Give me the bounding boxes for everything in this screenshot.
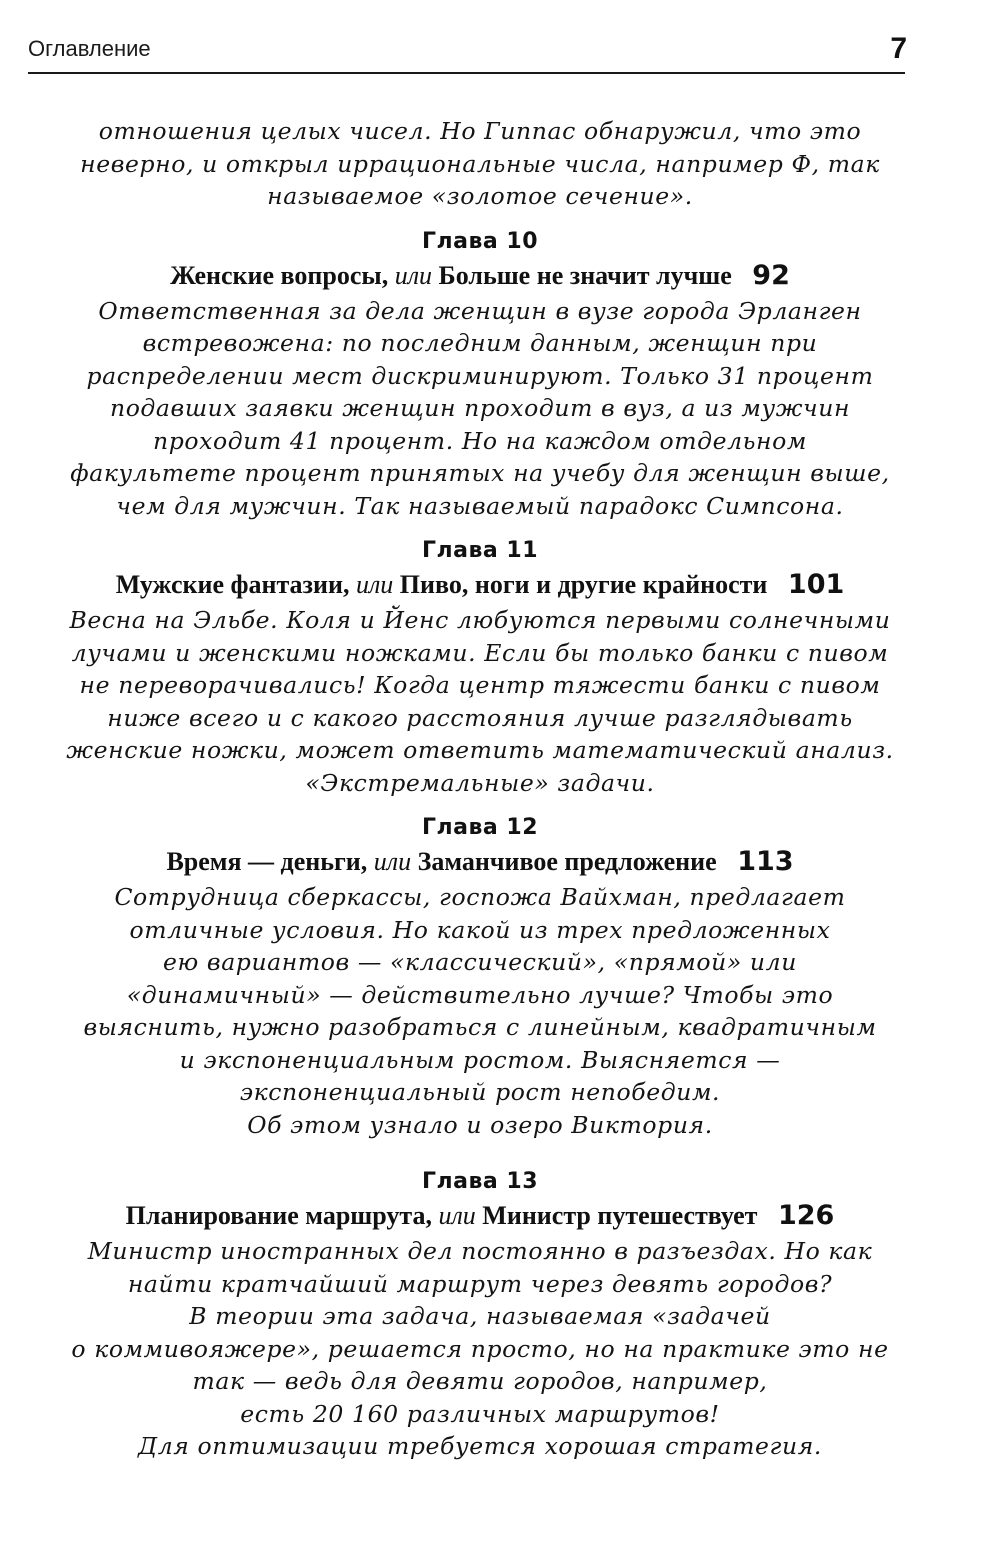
text-line: лучами и женскими ножками. Если бы только банки с пивом: [71, 638, 889, 667]
chapter-title-connector: или: [373, 847, 412, 876]
running-title: Оглавление: [28, 36, 151, 61]
chapter-entry-12: [30, 813, 930, 1141]
chapter-title: [30, 1199, 930, 1233]
text-line: о коммивояжере», решается просто, но на практике это не: [71, 1334, 889, 1363]
text-line: не переворачивались! Когда центр тяжести банки с пивом: [79, 671, 881, 699]
chapter-title-connector: или: [355, 570, 394, 599]
chapter-label: Глава 10: [421, 228, 539, 254]
text-line: подавших заявки женщин проходит в вуз, а из мужчин: [109, 394, 851, 422]
intro-continuation: [30, 115, 930, 213]
text-line: В теории эта задача, называемая «задачей: [189, 1302, 771, 1330]
text-line: женские ножки, может ответить математический анализ.: [66, 736, 894, 764]
chapter-page-ref: 101: [787, 569, 845, 600]
chapter-title-part: Пиво, ноги и другие крайности: [399, 570, 768, 599]
chapter-entry-10: [30, 227, 930, 523]
chapter-title-part: Время — деньги,: [166, 847, 368, 876]
text-line: выяснить, нужно разобраться с линейным, квадратичным: [83, 1013, 877, 1041]
text-line: Весна на Эльбе. Коля и Йенс любуются первыми солнечными: [69, 606, 891, 634]
chapter-page-ref: 126: [777, 1200, 835, 1231]
text-line: Об этом узнало и озеро Виктория.: [247, 1110, 713, 1139]
chapter-label: Глава 12: [421, 815, 539, 840]
text-line: есть 20 160 различных маршрутов!: [240, 1399, 720, 1428]
text-line: «динамичный» — действительно лучше? Чтобы это: [126, 980, 834, 1009]
chapter-entry-11: [30, 536, 930, 799]
chapter-title-part: Планирование маршрута,: [125, 1201, 432, 1230]
chapter-page-ref: 113: [737, 846, 794, 877]
chapter-summary: [30, 295, 930, 523]
text-line: отношения целых чисел. Но Гиппас обнаружил, что это: [98, 117, 862, 145]
text-line: неверно, и открыл иррациональные числа, например Ф, так: [80, 149, 880, 178]
chapter-entry-13: [30, 1167, 930, 1463]
text-line: Сотрудница сберкассы, госпожа Вайхман, предлагает: [114, 883, 846, 911]
text-line: найти кратчайший маршрут через девять городов?: [127, 1269, 833, 1298]
chapter-title-part: Женские вопросы,: [170, 260, 389, 290]
chapter-summary: [30, 604, 930, 799]
text-line: ею вариантов — «классический», «прямой» или: [163, 948, 797, 976]
chapter-title: [30, 845, 930, 879]
running-header: [28, 30, 905, 74]
text-line: встревожена: по последним данным, женщин при: [142, 329, 818, 357]
text-line: Для оптимизации требуется хорошая стратегия.: [138, 1432, 822, 1460]
chapter-page-ref: 92: [752, 259, 790, 291]
chapter-title-part: Мужские фантазии,: [115, 570, 350, 599]
chapter-title: [30, 568, 930, 602]
text-line: так — ведь для девяти городов, например,: [192, 1367, 768, 1395]
chapter-label: Глава 13: [421, 1169, 539, 1194]
text-line: Министр иностранных дел постоянно в разъездах. Но как: [87, 1237, 873, 1265]
text-line: и экспоненциальным ростом. Выясняется —: [179, 1045, 781, 1074]
chapter-title-part: Больше не значит лучше: [438, 260, 732, 290]
chapter-label: Глава 11: [421, 538, 539, 563]
text-line: называемое «золотое сечение».: [267, 182, 693, 210]
page-number: 7: [890, 32, 907, 65]
text-line: чем для мужчин. Так называемый парадокс Симпсона.: [116, 491, 844, 520]
chapter-title-connector: или: [394, 260, 433, 290]
chapter-title-part: Министр путешествует: [482, 1201, 758, 1230]
chapter-summary: [30, 881, 930, 1141]
chapter-title-connector: или: [438, 1201, 476, 1230]
text-line: «Экстремальные» задачи.: [305, 768, 655, 797]
text-line: ниже всего и с какого расстояния лучше разглядывать: [107, 703, 853, 732]
text-line: проходит 41 процент. Но на каждом отдельном: [153, 426, 807, 455]
chapter-summary: [30, 1235, 930, 1463]
chapter-title-part: Заманчивое предложение: [417, 847, 717, 876]
text-line: Ответственная за дела женщин в вузе города Эрланген: [98, 296, 862, 325]
text-line: факультете процент принятых на учебу для женщин выше,: [70, 459, 890, 487]
table-of-contents: [30, 115, 930, 1463]
text-line: экспоненциальный рост непобедим.: [239, 1078, 721, 1106]
text-line: распределении мест дискриминируют. Только 31 процент: [86, 361, 874, 390]
text-line: отличные условия. Но какой из трех предложенных: [129, 915, 831, 944]
chapter-title: [30, 259, 930, 293]
